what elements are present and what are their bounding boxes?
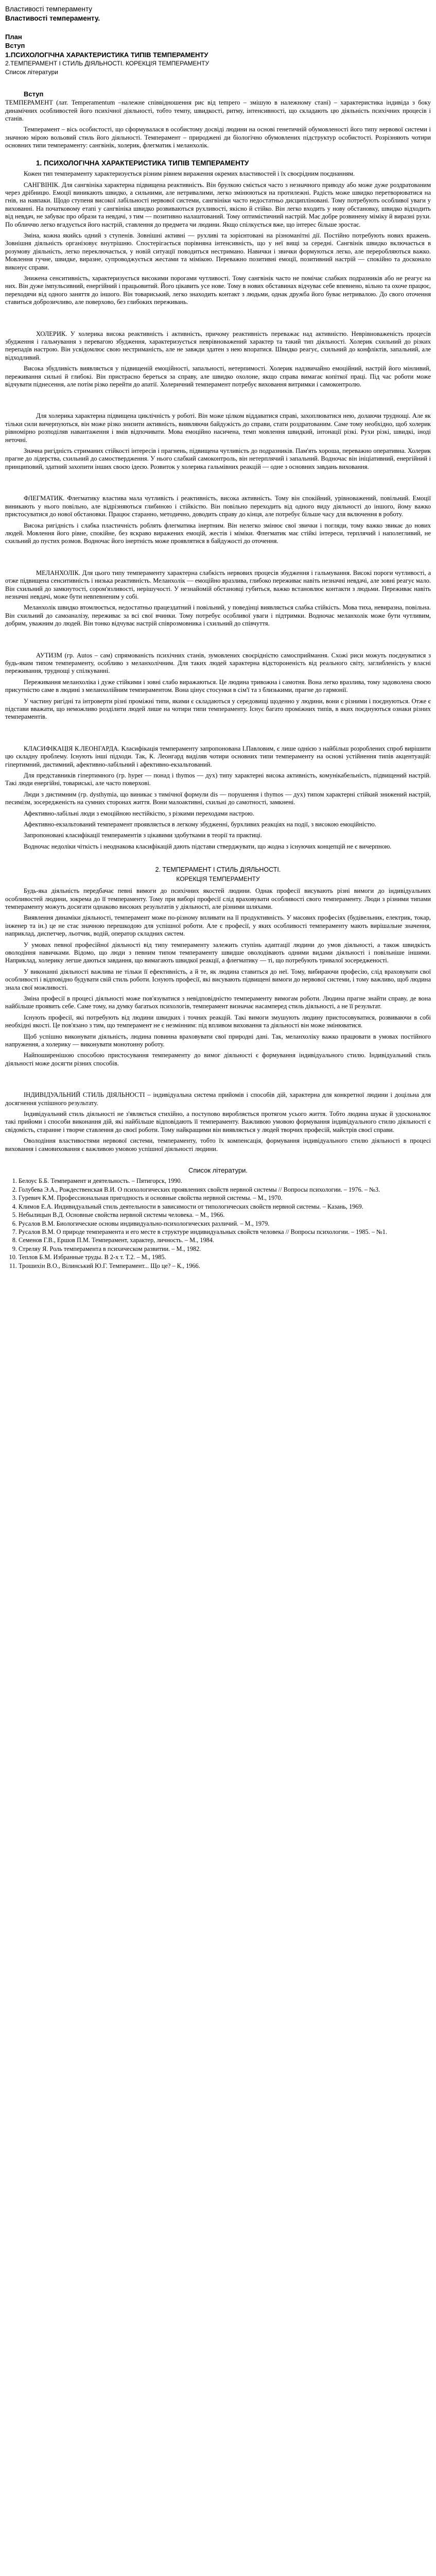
document	[0, 0, 436, 1270]
section-2-paragraph: У виконанні діяльності важлива не тільки її ефективність, а й те, як людина ставиться до неї. Тому, вибираючи професію, слід враховувати свої особливості і відповідно будувати свій стиль роботи. Існують професії, які висувають підвищені вимоги до нервової системи, і тому важливо, щоб людина знала свої можливості.	[5, 968, 431, 991]
reference-item: 1. Белоус Б.Б. Темперамент и деятельность. – Пятигорск, 1990.	[19, 1177, 431, 1185]
toc-item-intro: Вступ	[5, 42, 25, 50]
section-1-paragraph: САНГВІНІК. Для сангвініка характерна підвищена реактивність. Він брулкою сміється часто з незначного приводу або може дуже роздратованим через дрібницю. Емоції виникають швидко, а сильними, але нетривалими, легко змінюються на протилежні. Радість може швидко перетворюватися на гнів, на навпаки. Щодо ступеня високої лабільності нервової системи, сангвініки часто недостатньо дисципліновані. Тому потребують особливої уваги у вихованні. На початковому етапі у сангвініка швидко розвиваються рухливості, якісно й стійко. Він легко входить у нову обстановку, швидко відходить від невдач, не забуває про образи та невдачі, з тим — позитивно налаштований. Тому оптимістичний настрій. Має добре розвинену міміку й виразні рухи. По обличчю легко вгадується його настрій, ставлення до предмета чи людини. Якщо спілкується вже, що інтерес більше зростає.	[5, 181, 431, 228]
reference-item: 11. Трошихін В.О., Вілинський Ю.Г. Темперамент... Що це? – К., 1966.	[19, 1262, 431, 1270]
section-2-paragraph: Зміна професії в процесі діяльності може пов'язуватися з невідповідністю темпераменту вимогам роботи. Людина прагне знайти справу, де вона найбільше проявить себе. Саме тому, на думку багатьох психологів, темперамент визначає насамперед стиль діяльності, а не її результат.	[5, 994, 431, 1010]
intro-title: Вступ	[24, 90, 44, 98]
melancholic-paragraph: МЕЛАНХОЛІК. Для цього типу темпераменту характерна слабкість нервових процесів збудження і гальмування. Високі пороги чутливості, а отже підвищена сенситивність і низька реактивність. Меланхолік — емоційно вразлива, глибоко переживає навіть незначні невдачі, але зовні реагує мало. Він схильний до замкнутості, сором'язливості, нерішучості. У незнайомій обстановці губиться, важко встановлює контакти з людьми. Переживає навіть незначні невдачі, може бути невпевненим у собі.	[5, 569, 431, 600]
section-2-title: 2. ТЕМПЕРАМЕНТ І СТИЛЬ ДІЯЛЬНОСТІ.	[155, 866, 281, 874]
plan-label: План	[5, 32, 22, 41]
section-1-paragraph: Кожен тип темпераменту характеризується різним рівнем вираження окремих властивостей і їх своєрідним поєднанням.	[24, 170, 355, 178]
intro-paragraph: ТЕМПЕРАМЕНТ (лат. Temperamentum –належне співвідношення рис від tempero – змішую в належному стані) – характеристика індивіда з боку динамічних особливостей його психічної діяльності, тобто темпу, швидкості, ритму, інтенсивності, що складають цю діяльність психічних процесів і станів.	[5, 99, 431, 123]
reference-item: 10. Теплов Б.М. Избранные труды. В 2-х т. Т.2. – М., 1985.	[19, 1253, 431, 1261]
section-1-title: 1. ПСИХОЛОГІЧНА ХАРАКТЕРИСТИКА ТИПІВ ТЕМПЕРАМЕНТУ	[36, 159, 249, 167]
melancholic-paragraph: Меланхолік швидко втомлюється, недостатньо працездатний і повільний, у поведінці виявляється слабка стійкість. Мова тиха, невиразна, повільна. Він схильний до самоаналізу, переживає за всі свої вчинки. Тому потребує особливої уваги і підтримки. Водночас меланхолік може бути чутливим, добрим, уважним до людей. Він тонко відчуває настрій співрозмовника і схильний до співчуття.	[5, 604, 431, 628]
section-2-paragraph: Щоб успішно виконувати діяльність, людина повинна враховувати свої природні дані. Так, меланхоліку важко працювати в умовах постійного напруження, а холерику — виконувати монотонну роботу.	[5, 1032, 431, 1048]
section-1-paragraph: Знижена сенситивність, характеризується високими порогами чутливості. Тому сангвінік часто не помічає слабких подразників або не реагує на них. Він дуже імпульсивний, енергійний і працьовитий. Його цікавить усе нове. Тому в нових обставинах відчуває себе впевнено, вільно та охоче працює, переходячи від одного заняття до іншого. Він товариський, легко знаходить контакт з людьми, однак дружба його буває нетривалою. До свого оточення ставиться доброзичливо, але поверхово, без глибоких переживань.	[5, 274, 431, 306]
reference-item: 8. Семенов Г.В., Ершов П.М. Темперамент, характер, личность. – М., 1984.	[19, 1236, 431, 1244]
autism-paragraph: АУТИЗМ (гр. Autos – сам) спрямованість психічних станів, зумовлених своєрідністю самосприймання. Схожі риси можуть поєднуватися з будь-яким типом темпераменту, особливо з меланхолічним. Для таких людей характерна відстороненість від реального світу, заглибленість у власні переживання, труднощі у спілкуванні.	[5, 651, 431, 675]
choleric-paragraph: Висока збудливість виявляється у підвищеній емоційності, запальності, нетерпимості. Холерик надзвичайно емоційний, настрій його мінливий, переживання сильні й глибокі. Він пристрасно береться за справу, але швидко охолоне, якщо справа вимагає копіткої праці. Під час роботи може відчувати піднесення, але потім різко перейти до апатії. Холеричний темперамент потребує виховання витримки і самоконтролю.	[5, 365, 431, 388]
section-1-paragraph: Зміна, кожна якийсь одний з ступенів. Зовнішні активні — рухливі та зорієнтовані на різноманітні дії. Постійно потребують нових вражень. Зовнішня діяльність організовує внутрішню. Спостерігається порівняна інтенсивність, що у неї вищі за середні. Сангвінік швидко включається в розумову діяльність, легко переключається, у новій ситуації поводиться нестримано. Навички і звички формуються легко, але переробляються важко. Мовлення гучне, швидке, виразне, супроводжується жестами та мімікою. Переважно позитивні емоції, позитивний настрій — спокійно та досконало виконує справи.	[5, 231, 431, 271]
leonhard-paragraph: Люди з дистимним (гр. dysthymia, що виникає з тимічної формули dis — порушення і thymos — дух) типом характерні стійкий знижений настрій, песимізм, зосередженість на сумних сторонах життя. Вони малоактивні, схильні до самотності, замкнені.	[5, 790, 431, 806]
reference-item: 3. Гуревич К.М. Профессиональная пригодность и основные свойства нервной системы. – М., 1970.	[19, 1194, 431, 1202]
reference-item: 4. Климов Е.А. Индивидуальный стиль деятельности в зависимости от типологических свойств нервной системы. – Казань, 1969.	[19, 1203, 431, 1211]
toc-item-1: 1.ПСИХОЛОГІЧНА ХАРАКТЕРИСТИКА ТИПІВ ТЕМПЕРАМЕНТУ	[5, 50, 208, 59]
reference-item: 9. Стреляу Я. Роль темперамента в психическом развитии. – М., 1982.	[19, 1245, 431, 1253]
leonhard-paragraph: Афективно-екзальтований темперамент проявляється в легкому збудженні, бурхливих реакціях на події, з високою емоційністю.	[24, 821, 376, 828]
leonhard-paragraph: Запропоновані класифікації темпераментів з цікавими здобутками в теорії та практиці.	[24, 832, 262, 839]
section-2-subtitle: КОРЕКЦІЯ ТЕМПЕРАМЕНТУ	[176, 875, 260, 883]
leonhard-paragraph: Афективно-лабільні люди з емоційною нестійкістю, з різкими переходами настрою.	[24, 809, 254, 817]
document-subheading: Властивості темпераменту.	[5, 14, 100, 23]
leonhard-paragraph: Для представників гіпертимного (гр. hyper — понад і thymos — дух) типу характерні висока активність, комунікабельність, підвищений настрій. Такі люди енергійні, товариські, але часто поверхові.	[5, 772, 431, 787]
document-heading: Властивості темпераменту	[5, 5, 93, 13]
section-2-paragraph: Виявлення динаміки діяльності, темперамент може по-різному впливати на її продуктивність. У масових професіях (будівельник, електрик, токар, інженер та ін.) це не стає значною перешкодою для успішної роботи. Але є професії, у яких особливості темпераменту мають вирішальне значення, наприклад, диспетчер, льотчик, водій, оператор складних систем.	[5, 914, 431, 938]
autism-paragraph: У частину ригідні та інтроверти різні проміжні типи, якими є складаються у середовищі щоденно у людини, вони є різними і поєднуються. Отже є підстави вважати, що неможливо розділити людей лише на чотири типи темпераменту. Існує багато проміжних типів, в яких поєднуються ознаки різних темпераментів.	[5, 697, 431, 721]
choleric-cycle-paragraph: Значна ригідність стриманих стійкості інтересів і прагнень, підвищена чутливість до подразників. Пам'ять хороша, переважно оперативна. Холерик прагне до лідерства, схильний до самоствердження. У нього слабкий самоконтроль, він нетерплячий і запальний. Водночас він ініціативний, енергійний і принциповий, здатний захопити інших своєю ідеєю. Розвиток у холерика гальмівних реакцій — одне з основних завдань виховання.	[5, 447, 431, 470]
intro-paragraph: Темперамент – вісь особистості, що сформувалася в особистому досвіді людини на основі генетичній обумовленості його типу нервової системи і значною мірою вольовий стиль його діяльності. Темперамент – природжені ди біологічно обумовлених підструктур особистості. Розрізняють чотири основних типи темпераменту: сангвінік, холерик, флегматик і меланхолік.	[5, 126, 431, 149]
toc-item-2: 2.ТЕМПЕРАМЕНТ І СТИЛЬ ДІЯЛЬНОСТІ. КОРЕКЦІЯ ТЕМПЕРАМЕНТУ	[5, 60, 210, 67]
section-2-paragraph: Будь-яка діяльність передбачає певні вимоги до психічних якостей людини. Однак професії висувають різні вимоги до індивідуальних особливостей людини, зокрема до її темпераменту. Тому при виборі професії слід враховувати особливості свого темпераменту. Люди з різними типами темпераменту можуть досягати однаково високих результатів у діяльності, але різними шляхами.	[5, 887, 431, 910]
references-list	[5, 1177, 431, 1269]
choleric-cycle-paragraph: Для холерика характерна підвищена циклічність у роботі. Він може цілком віддаватися справі, захоплюватися нею, долаючи труднощі. Але як тільки сили вичерпуються, він може різко знизити активність, виявляючи байдужість до справи, стати роздратованим. Саме тому необхідно, щоб холерик рівномірно розподіляв навантаження і вмів відпочивати. Мова емоційно насичена, темп мовлення швидкий, інтонації різкі. Рухи різкі, швидкі, іноді неточні.	[5, 412, 431, 444]
autism-paragraph: Переживання меланхоліка і дуже стійкими і зовні слабо виражаються. Це людина тривожна і самотня. Вона легко вразлива, тому задоволена своєю присутністю саме в людині з меланхолійним темпераментом. Вона цінує стосунки в сім'ї та з близькими, прагне до гармонії.	[5, 678, 431, 694]
phlegmatic-paragraph: ФЛЕГМАТИК. Флегматику властива мала чутливість і реактивність, висока активність. Тому він спокійний, урівноважений, повільний. Емоції виникають у нього повільно, але відрізняються глибиною і стійкістю. Він повільно переходить від одного виду діяльності до іншого, йому важко пристосуватися до нової обстановки. Працює старанно, методично, доводить справу до кінця, але потребує більше часу для включення в роботу.	[5, 495, 431, 518]
references-title: Список літератури.	[188, 1166, 248, 1175]
phlegmatic-paragraph: Висока ригідність і слабка пластичність роблять флегматика інертним. Він нелегко змінює свої звички і погляди, тому важко звикає до нових людей. Мовлення його рівне, спокійне, без яскраво виражених емоцій, жестів і міміки. Флегматик має стійкі інтереси, терплячий і наполегливий, не схильний до пустих розмов. Водночас його інертність може проявлятися в байдужості до оточення.	[5, 521, 431, 545]
reference-item: 2. Голубева Э.А., Рождественская В.И. О психологических проявлениях свойств нервной системы // Вопросы психологии. – 1976. – №3.	[19, 1186, 431, 1194]
leonhard-paragraph: КЛАСИФІКАЦІЯ К.ЛЕОНГАРДА. Класифікація темпераменту запропонована І.Павловим, є лише однією з найбільш розроблених спроб вирішити цю складну проблему. Існують інші підходи. Так, К. Леонгард виділяв чотири основних типи темпераменту на основі устійнення типів акцентуацій: гіпертимний, дистимний, афективно-лабільний і афективно-екзальтований.	[5, 744, 431, 768]
reference-item: 7. Русалов В.М. О природе темперамента и его месте в структуре индивидуальных свойств человека // Вопросы психологии. – 1985. – №1.	[19, 1228, 431, 1236]
style-paragraph: Оволодіння властивостями нервової системи, темпераменту, тобто їх компенсація, формування індивідуального стилю діяльності в процесі виховання і самовиховання є важливою умовою успішної діяльності людини.	[5, 1137, 431, 1153]
style-paragraph: ІНДИВІДУАЛЬНИЙ СТИЛЬ ДІЯЛЬНОСТІ – індивідуальна система прийомів і способів дій, характерна для конкретної людини і доцільна для досягнення успішного результату.	[5, 1091, 431, 1107]
section-2-paragraph: Найпоширенішою способою пристосування темпераменту до вимог діяльності є формування індивідуального стилю. Індивідуальний стиль діяльності може досягти різних способів.	[5, 1052, 431, 1067]
section-2-paragraph: Існують професії, які потребують від людини швидких і точних реакцій. Такі вимоги змушують людину пристосовуватися, розвиваючи в собі необхідні якості. Це пов'язано з тим, що темперамент не є незмінним: під впливом виховання та діяльності він може змінюватися.	[5, 1013, 431, 1029]
reference-item: 5. Небылицын В.Д. Основные свойства нервной системы человека. – М., 1966.	[19, 1211, 431, 1219]
toc-item-3: Список літератури	[5, 69, 58, 76]
section-2-paragraph: У умовах певної професійної діяльності від типу темпераменту залежить ступінь адаптації людини до умов діяльності, а також швидкість оволодіння навичками. Відомо, що люди з певним типом темпераменту швидше оволодівають одними видами діяльності і повільніше іншими. Наприклад, холерику легше даються завдання, що вимагають швидкої реакції, а флегматику — ті, що потребують тривалої зосередженості.	[5, 941, 431, 964]
choleric-paragraph: ХОЛЕРИК. У холерика висока реактивність і активність, причому реактивність переважає над активністю. Неврівноваженість процесів збудження і гальмування з перевагою збудження, характеризується неврівноважений характер та такий тип діяльності. Холерик схильний до різких перепадів настрою. Він усвідомлює свою нестриманість, але не завжди здатен з нею впоратися. Швидко реагує, схильний до конфліктів, запальний, але відходливий.	[5, 330, 431, 361]
reference-item: 6. Русалов В.М. Биологические основы индивидуально-психологических различий. – М., 1979.	[19, 1220, 431, 1228]
leonhard-paragraph: Водночас недоліки чіткість і неоднакова класифікацій дають підстави стверджувати, що жодна з існуючих концепцій не є вичерпною.	[24, 842, 392, 850]
style-paragraph: Індивідуальний стиль діяльності не з'являється стихійно, а поступово виробляється протягом усього життя. Тобто людина шукає й удосконалює такі прийоми і способи виконання дій, які найбільше відповідають її темпераменту. Важливою умовою формування індивідуального стилю діяльності є свідомість, старанне і творче ставлення до своєї роботи. Тому найкращими він виявляється у людей творчих професій, майстрів своєї справи.	[5, 1110, 431, 1133]
